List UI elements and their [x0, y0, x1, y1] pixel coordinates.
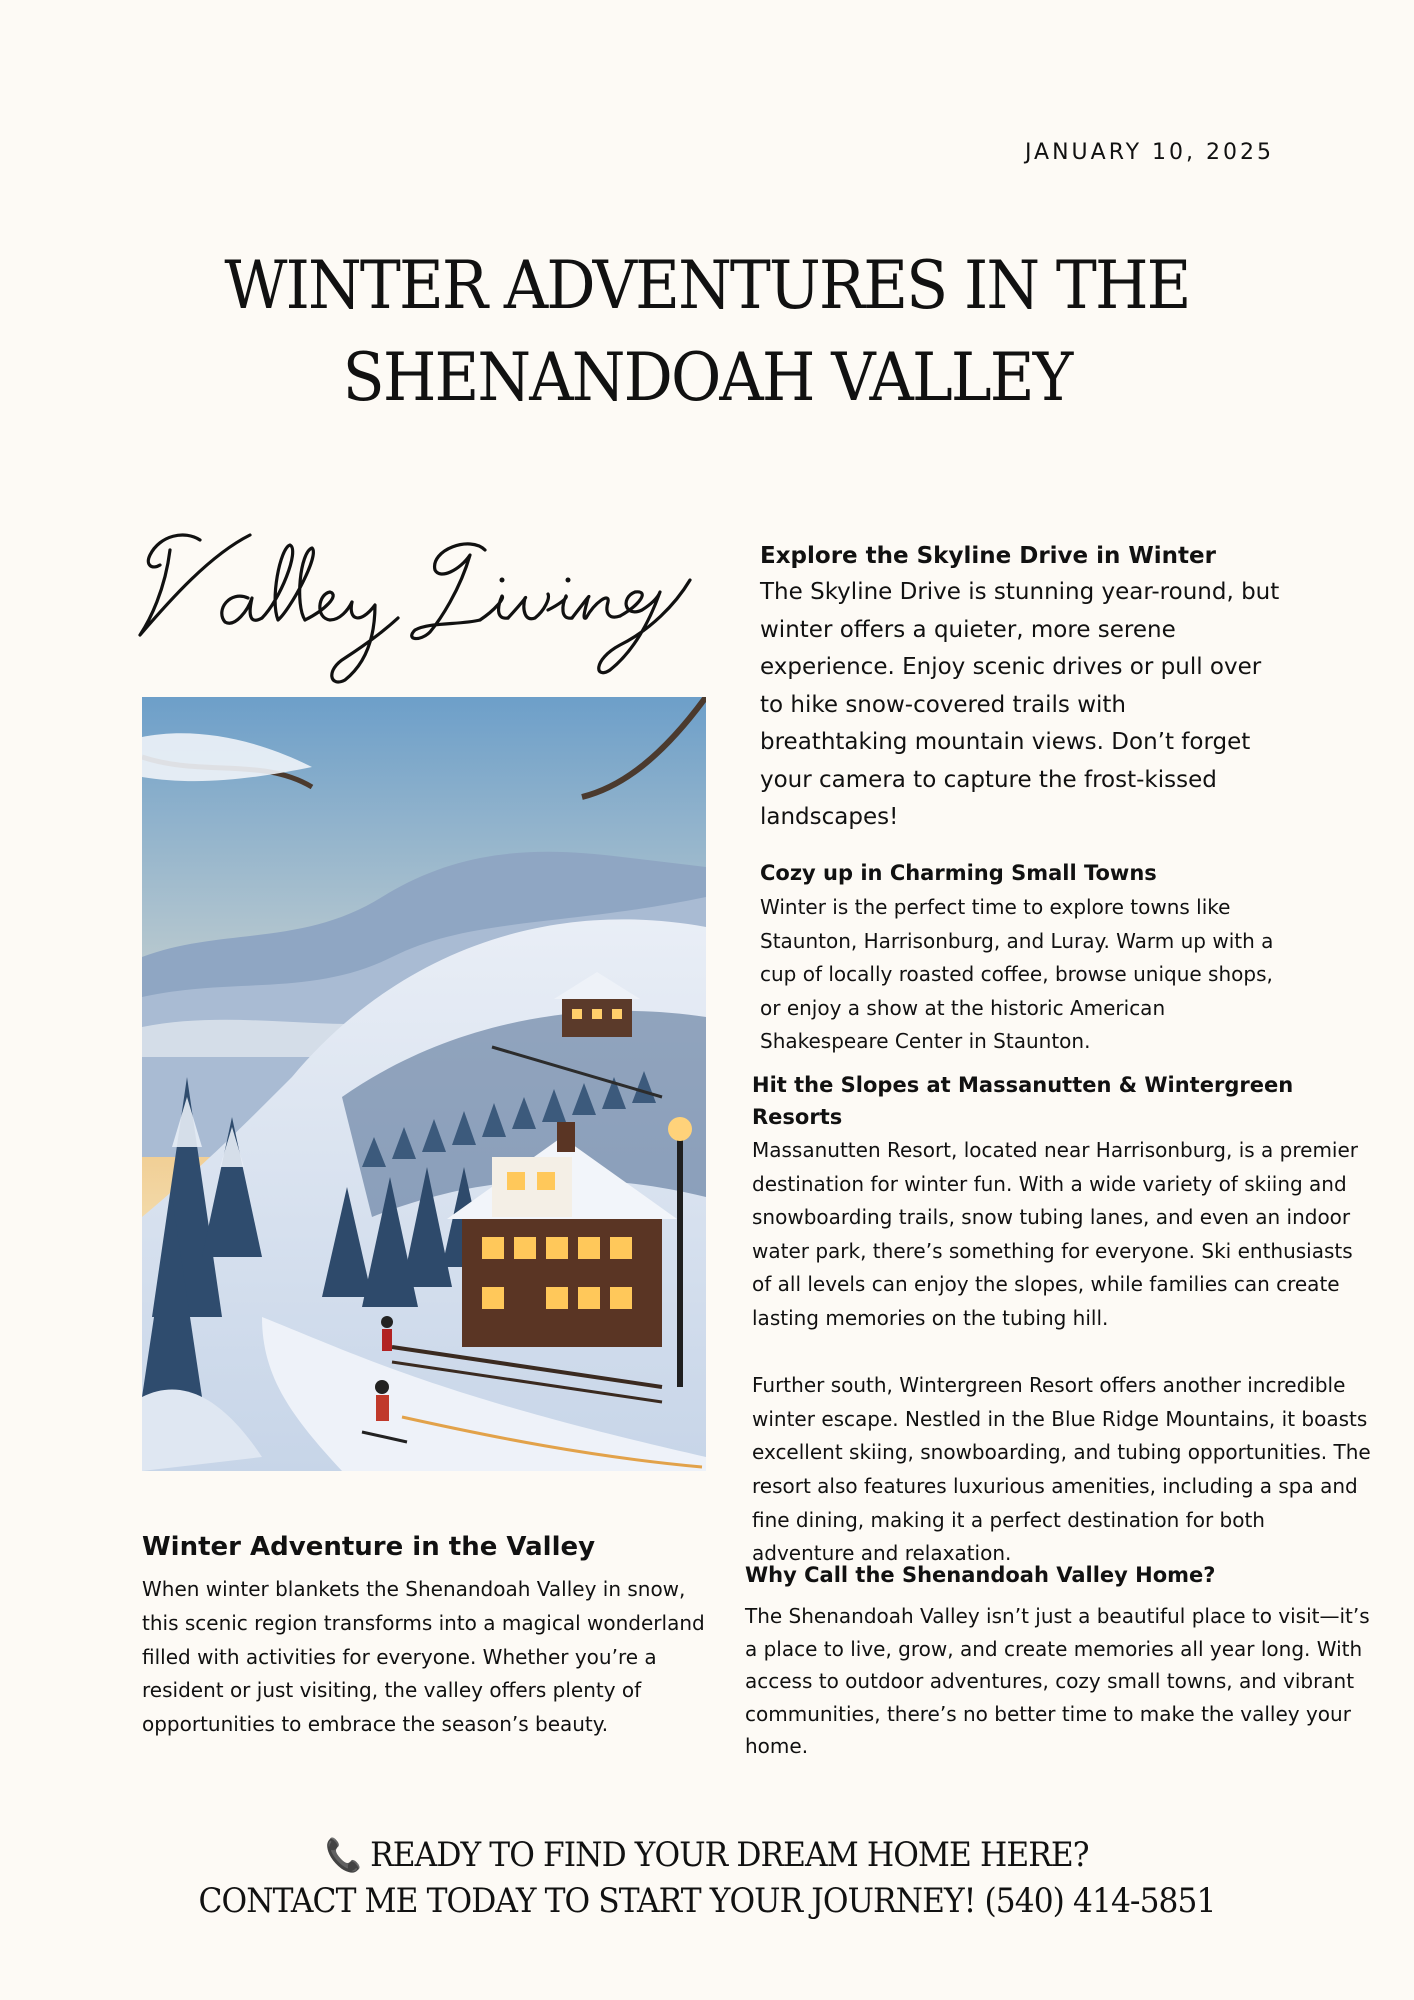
section-skyline-drive — [760, 540, 1280, 837]
section-body: Massanutten Resort, located near Harrisonburg, is a premier destination for winter fun. With a wide variety of skiing and snowboarding trails, snow tubing lanes, and even an indoor water park, there’s something for everyone. Ski enthusiasts of all levels can enjoy the slopes, while families can create lasting memories on the tubing hill. — [752, 1138, 1359, 1330]
left-section-body: When winter blankets the Shenandoah Valley in snow, this scenic region transforms into a magical wonderland filled with activities for everyone. Whether you’re a resident or just visiting, the valley offers plenty of opportunities to embrace the season’s beauty. — [142, 1577, 705, 1737]
phone-icon: 📞 — [325, 1836, 362, 1874]
winter-valley-illustration — [142, 697, 706, 1471]
section-body: The Skyline Drive is stunning year-round, but winter offers a quieter, more serene experience. Enjoy scenic drives or pull over to hike snow-covered trails with breathtaking mountain views. Don’t forget your camera to capture the frost-kissed landscapes! — [760, 579, 1280, 830]
cta-line-2: CONTACT ME TODAY TO START YOUR JOURNEY! (540) 414-5851 — [198, 1881, 1216, 1921]
section-body: The Shenandoah Valley isn’t just a beautiful place to visit—it’s a place to live, grow, and create memories all year long. With access to outdoor adventures, cozy small towns, and vibrant communities, there’s no better time to make the valley your home. — [745, 1604, 1370, 1758]
section-body-2: Further south, Wintergreen Resort offers another incredible winter escape. Nestled in the Blue Ridge Mountains, it boasts excellent skiing, snowboarding, and tubing opportunities. The resort also features luxurious amenities, including a spa and fine dining, making it a perfect destination for both adventure and relaxation. — [752, 1373, 1371, 1566]
section-body: Winter is the perfect time to explore towns like Staunton, Harrisonburg, and Luray. Warm up with a cup of locally roasted coffee, browse unique shops, or enjoy a show at the historic American Shakespeare Center in Staunton. — [760, 895, 1274, 1054]
section-small-towns — [760, 858, 1280, 1059]
page-title — [49, 240, 1364, 424]
title-line-2: SHENANDOAH VALLEY — [342, 339, 1072, 416]
section-heading: Hit the Slopes at Massanutten & Wintergreen Resorts — [752, 1073, 1294, 1129]
left-section-heading: Winter Adventure in the Valley — [142, 1532, 596, 1562]
valley-living-script-logo — [130, 510, 720, 690]
call-to-action — [57, 1832, 1358, 1924]
section-heading: Explore the Skyline Drive in Winter — [760, 543, 1216, 569]
title-line-1: WINTER ADVENTURES IN THE — [224, 247, 1190, 324]
section-heading: Why Call the Shenandoah Valley Home? — [745, 1563, 1216, 1587]
newsletter-date: JANUARY 10, 2025 — [1024, 140, 1274, 165]
section-valley-home — [745, 1560, 1375, 1763]
cta-line-1: READY TO FIND YOUR DREAM HOME HERE? — [370, 1835, 1089, 1875]
section-ski-resorts — [752, 1069, 1372, 1571]
section-heading: Cozy up in Charming Small Towns — [760, 861, 1157, 885]
